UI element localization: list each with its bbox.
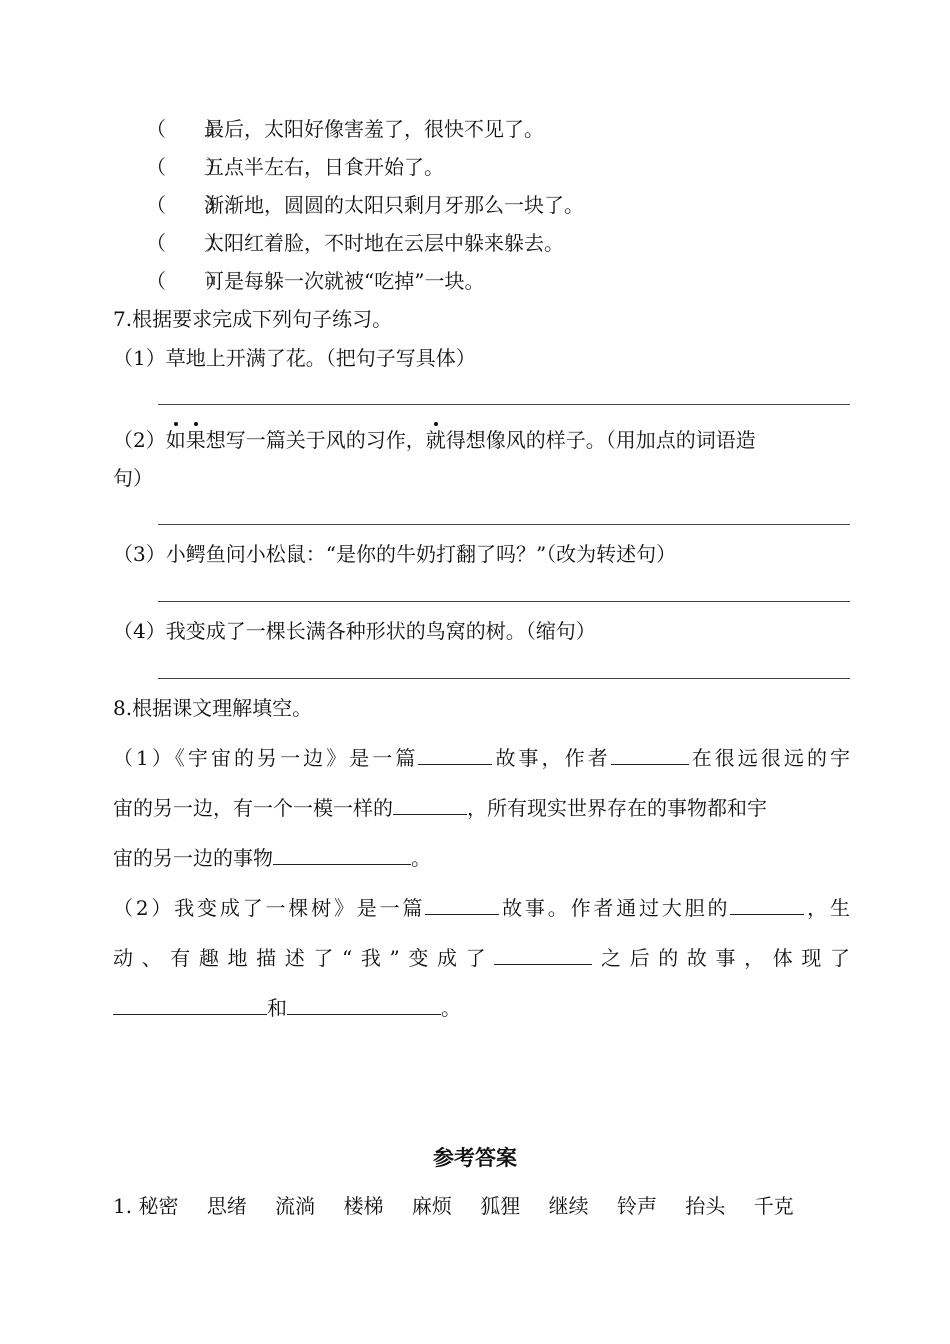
answer-word: 秘密	[138, 1194, 179, 1218]
order-paren[interactable]: （ ）	[146, 269, 226, 293]
text: （1）《宇宙的另一边》是一篇	[113, 746, 419, 770]
answer-word: 麻烦	[411, 1194, 452, 1218]
text: 之后的故事，体现了	[592, 946, 851, 970]
dotted-char: 如	[165, 428, 186, 452]
text: ，所有现实世界存在的事物都和宇	[467, 796, 767, 820]
text: 宙的另一边，有一个一模一样的	[113, 796, 393, 820]
answer-line-q7-3[interactable]	[158, 601, 850, 602]
fill-blank[interactable]	[287, 996, 441, 1015]
fill-blank[interactable]	[611, 746, 689, 765]
order-item	[146, 153, 444, 181]
q8-p2-line	[113, 894, 850, 922]
q8-p2-line	[113, 944, 850, 972]
text: 故事，作者	[492, 746, 611, 770]
order-text: 渐渐地，圆圆的太阳只剩月牙那么一块了。	[204, 193, 584, 217]
text: 动、有趣地描述了“我”变成了	[113, 946, 495, 970]
q7-sub-4: （4）我变成了一棵长满各种形状的鸟窝的树。（缩句）	[113, 619, 596, 643]
answer-word: 铃声	[616, 1194, 657, 1218]
answer-word: 抬头	[685, 1194, 726, 1218]
q8-p1-line	[113, 844, 850, 872]
fill-blank[interactable]	[113, 996, 267, 1015]
answer-line-q7-4[interactable]	[158, 678, 850, 679]
question-8-title: 8.根据课文理解填空。	[113, 696, 313, 720]
text: ，生	[804, 896, 851, 920]
q7-sub-2-text: 想写一篇关于风的习作，	[205, 428, 426, 452]
answer-word: 流淌	[275, 1194, 316, 1218]
order-paren[interactable]: （ ）	[146, 117, 226, 141]
q7-sub-2-text: 得想像风的样子。（用加点的词语造	[445, 428, 756, 452]
order-item	[146, 267, 484, 295]
fill-blank[interactable]	[393, 796, 467, 815]
text: 故事。作者通过大胆的	[499, 896, 731, 920]
question-7-title: 7.根据要求完成下列句子练习。	[113, 307, 393, 331]
q7-sub-2-prefix: （2）	[113, 428, 166, 452]
answer-word: 千克	[753, 1194, 794, 1218]
order-text: 可是每躲一次就被“吃掉”一块。	[204, 269, 485, 293]
fill-blank[interactable]	[273, 846, 411, 865]
text: 在很远很远的宇	[688, 746, 850, 770]
text: （2）我变成了一棵树》是一篇	[113, 896, 426, 920]
answer-line-q7-1[interactable]	[158, 404, 850, 405]
answer-word: 思绪	[206, 1194, 247, 1218]
text: 宙的另一边的事物	[113, 846, 273, 870]
answer-line-q7-2[interactable]	[158, 524, 850, 525]
q7-sub-1: （1）草地上开满了花。（把句子写具体）	[113, 346, 476, 370]
q7-sub-2-cont: 句）	[113, 466, 153, 490]
answer-row	[113, 1192, 816, 1220]
answer-number: 1.	[113, 1194, 133, 1218]
order-paren[interactable]: （ ）	[146, 155, 226, 179]
order-item	[146, 191, 584, 219]
order-item	[146, 229, 564, 257]
q7-sub-2	[113, 426, 850, 454]
fill-blank[interactable]	[730, 896, 804, 915]
fill-blank[interactable]	[494, 946, 592, 965]
fill-blank[interactable]	[425, 896, 499, 915]
q8-p1-line	[113, 744, 850, 772]
q7-sub-3: （3）小鳄鱼问小松鼠：“是你的牛奶打翻了吗？”（改为转述句）	[113, 542, 677, 566]
text: 。	[441, 996, 461, 1020]
text: 。	[411, 846, 431, 870]
order-paren[interactable]: （ ）	[146, 193, 226, 217]
answer-word: 狐狸	[480, 1194, 521, 1218]
q8-p2-line	[113, 994, 850, 1022]
answer-word: 继续	[548, 1194, 589, 1218]
answers-title: 参考答案	[433, 1145, 517, 1170]
order-item	[146, 115, 544, 143]
order-text: 五点半左右，日食开始了。	[204, 155, 444, 179]
order-text: 太阳红着脸，不时地在云层中躲来躲去。	[204, 231, 564, 255]
order-paren[interactable]: （ ）	[146, 231, 226, 255]
dotted-char: 果	[185, 428, 206, 452]
order-text: 最后，太阳好像害羞了，很快不见了。	[204, 117, 544, 141]
answer-word: 楼梯	[343, 1194, 384, 1218]
text: 和	[267, 996, 287, 1020]
fill-blank[interactable]	[418, 746, 492, 765]
q8-p1-line	[113, 794, 850, 822]
dotted-char: 就	[425, 428, 446, 452]
